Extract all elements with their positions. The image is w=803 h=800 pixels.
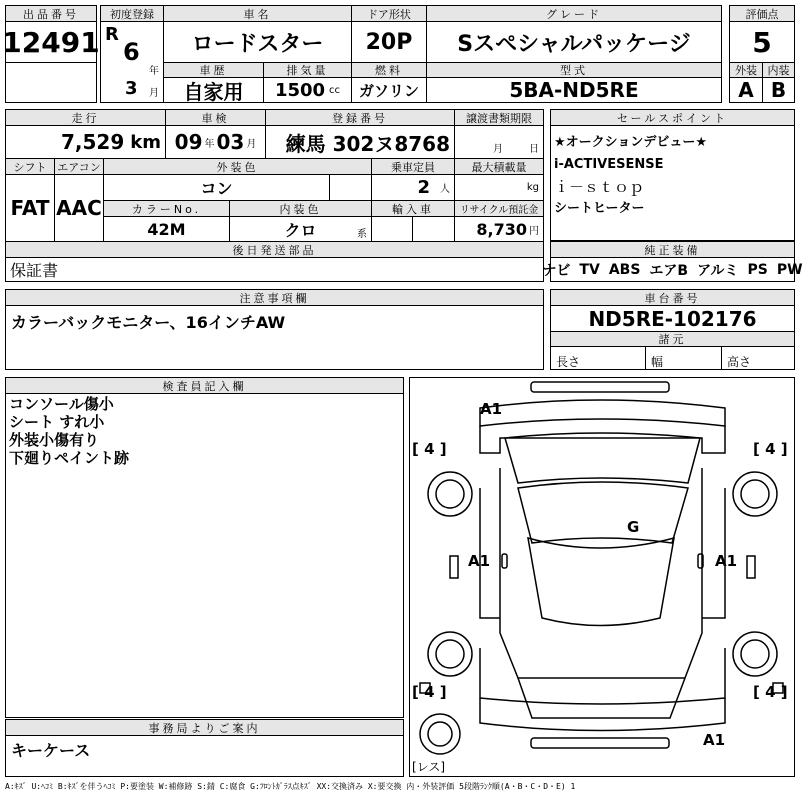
grade-label: グレード — [426, 5, 722, 22]
lot-blank — [5, 62, 97, 103]
int-color-box — [229, 216, 372, 242]
lot-number: 12491 — [5, 21, 97, 63]
reg-month-unit: 月 — [149, 88, 159, 99]
tire-tread: 4 — [765, 683, 776, 701]
interior-grade: B — [762, 77, 795, 103]
score: 5 — [729, 21, 795, 63]
era: R — [105, 24, 119, 45]
bracket: [ — [753, 440, 760, 458]
chassis-label: 車台番号 — [550, 289, 795, 306]
history-label: 車歴 — [163, 62, 264, 78]
equip-item: エアB — [649, 262, 689, 279]
notes: カラーバックモニター、16インチAW — [5, 305, 544, 370]
bracket: [ — [412, 760, 417, 774]
ac: AAC — [54, 174, 104, 242]
spec-height: 高さ — [721, 346, 795, 370]
spec-length: 長さ — [550, 346, 646, 370]
transfer-box — [454, 125, 544, 159]
exterior-label: 外装 — [729, 62, 763, 78]
import-box-a — [371, 216, 413, 242]
history: 自家用 — [163, 77, 264, 103]
model: 5BA-ND5RE — [426, 77, 722, 103]
equip-item: PW — [776, 261, 803, 278]
color-blank — [329, 174, 372, 201]
doors: 20P — [351, 21, 427, 63]
tire-tread: 4 — [424, 683, 435, 701]
equip-item: PS — [747, 261, 768, 278]
recycle: 8,730 — [476, 219, 527, 239]
mark-bonnet: G — [627, 518, 640, 536]
equip-item: ナビ — [542, 262, 571, 279]
shift: FAT — [5, 174, 55, 242]
spec-width: 幅 — [645, 346, 722, 370]
recycle-unit: 円 — [529, 225, 539, 237]
tire-rear-right — [753, 683, 788, 701]
specs-label: 諸元 — [550, 331, 795, 347]
lot-label: 出品番号 — [5, 5, 97, 22]
capacity-label: 乗車定員 — [371, 158, 455, 175]
max-load-box — [454, 174, 544, 201]
inspector-line: シート すれ小 — [9, 413, 105, 431]
capacity: 2 — [417, 177, 430, 198]
import-label: 輸入車 — [371, 200, 455, 217]
bracket: ] — [780, 683, 788, 701]
displacement-unit: cc — [329, 84, 341, 96]
fuel-label: 燃料 — [351, 62, 427, 78]
bracket: ] — [780, 440, 788, 458]
color-no-label: カラーNo. — [103, 200, 230, 217]
first-reg-box — [100, 21, 164, 103]
color: コン — [103, 174, 330, 201]
mark-left: A1 — [468, 552, 491, 570]
mark-rear: A1 — [703, 731, 726, 749]
equipment — [542, 257, 803, 282]
car-name: ロードスター — [163, 21, 352, 63]
equip-item: アルミ — [697, 262, 739, 279]
inspector-line: 外装小傷有り — [9, 431, 100, 449]
car-diagram — [409, 377, 795, 777]
import-box-b — [412, 216, 455, 242]
max-load-unit: kg — [526, 182, 539, 193]
reg-number: 練馬 302ヌ8768 — [265, 125, 455, 159]
tire-front-left — [412, 440, 447, 458]
first-reg-label: 初度登録 — [100, 5, 164, 22]
equip-item: ABS — [608, 261, 641, 278]
recycle-box — [454, 216, 544, 242]
bracket: [ — [753, 683, 760, 701]
transfer-month-unit: 月 — [493, 144, 503, 155]
capacity-box — [371, 174, 455, 201]
bracket: ] — [440, 760, 446, 774]
mileage-unit: km — [130, 131, 161, 153]
bracket: ] — [439, 440, 447, 458]
inspection-label: 車検 — [165, 109, 266, 126]
mileage-box — [5, 125, 166, 159]
sales-item: シートヒーター — [554, 201, 645, 216]
mark-right: A1 — [715, 552, 738, 570]
insp-month: 03 — [216, 130, 245, 154]
insp-year: 09 — [174, 130, 203, 154]
doors-label: ドア形状 — [351, 5, 427, 22]
notes-label: 注意事項欄 — [5, 289, 544, 306]
inspector-notes — [5, 393, 404, 718]
int-color-unit: 系 — [357, 229, 367, 240]
sales-item: ｉ－ｓｔｏｐ — [554, 178, 645, 196]
sales-points — [550, 125, 795, 241]
reg-month: 3 — [125, 78, 138, 99]
reg-year: 6 — [123, 38, 140, 66]
displacement: 1500 — [274, 79, 326, 101]
score-label: 評価点 — [729, 5, 795, 22]
inspector-line: コンソール傷小 — [9, 395, 114, 413]
office-label: 事務局よりご案内 — [5, 719, 404, 736]
car-outline — [410, 378, 794, 776]
color-no: 42M — [103, 216, 230, 242]
bracket: ] — [439, 683, 447, 701]
color-label: 外装色 — [103, 158, 372, 175]
reg-year-unit: 年 — [149, 66, 159, 77]
tire-tread: 4 — [765, 440, 776, 458]
grade: Sスペシャルパッケージ — [426, 21, 722, 63]
transfer-label: 譲渡書類期限 — [454, 109, 544, 126]
inspector-line: 下廻りペイント跡 — [9, 449, 130, 467]
tire-rear-left — [412, 683, 447, 701]
tire-tread: 4 — [424, 440, 435, 458]
displacement-label: 排気量 — [263, 62, 352, 78]
insp-year-unit: 年 — [204, 138, 215, 150]
displacement-box — [263, 77, 352, 103]
inspector-label: 検査員記入欄 — [5, 377, 404, 394]
later-parts-label: 後日発送部品 — [5, 241, 544, 258]
mileage-label: 走行 — [5, 109, 166, 126]
tire-front-right — [753, 440, 788, 458]
shift-label: シフト — [5, 158, 55, 175]
mileage: 7,529 — [61, 130, 125, 154]
int-color: クロ — [284, 220, 317, 240]
ac-label: エアコン — [54, 158, 104, 175]
equip-item: TV — [579, 261, 600, 278]
later-parts: 保証書 — [5, 257, 544, 282]
sales-label: セールスポイント — [550, 109, 795, 126]
fuel: ガソリン — [351, 77, 427, 103]
recycle-label: リサイクル預託金 — [454, 200, 544, 217]
inspection-box — [165, 125, 266, 159]
transfer-day-unit: 日 — [529, 144, 539, 155]
mark-front: A1 — [480, 400, 503, 418]
sales-item: ★オークションデビュー★ — [554, 135, 708, 150]
capacity-unit: 人 — [440, 184, 450, 195]
equipment-label: 純正装備 — [550, 241, 795, 258]
sales-item: i-ACTIVESENSE — [554, 157, 664, 172]
insp-month-unit: 月 — [246, 138, 257, 150]
exterior-grade: A — [729, 77, 763, 103]
model-label: 型式 — [426, 62, 722, 78]
car-name-label: 車名 — [163, 5, 352, 22]
reg-label: 登録番号 — [265, 109, 455, 126]
office-note: キーケース — [5, 735, 404, 777]
bracket: [ — [412, 440, 419, 458]
spare-tire — [412, 758, 445, 775]
legend: A:ｷｽﾞ U:ﾍｺﾐ B:ｷｽﾞを伴うﾍｺﾐ P:要塗装 W:補修跡 S:錆 C:腐食 G:ﾌﾛﾝﾄｶﾞﾗｽ点ｷｽﾞ XX:交換済み X:要交換 内・外装評価 5段階ﾗﾝｸ順(A・B・C・D・E) 1 — [5, 782, 576, 791]
chassis-number: ND5RE-102176 — [550, 305, 795, 332]
bracket: [ — [412, 683, 419, 701]
interior-label: 内装 — [762, 62, 795, 78]
max-load-label: 最大積載量 — [454, 158, 544, 175]
int-color-label: 内装色 — [229, 200, 372, 217]
spare-label: レス — [416, 760, 441, 774]
